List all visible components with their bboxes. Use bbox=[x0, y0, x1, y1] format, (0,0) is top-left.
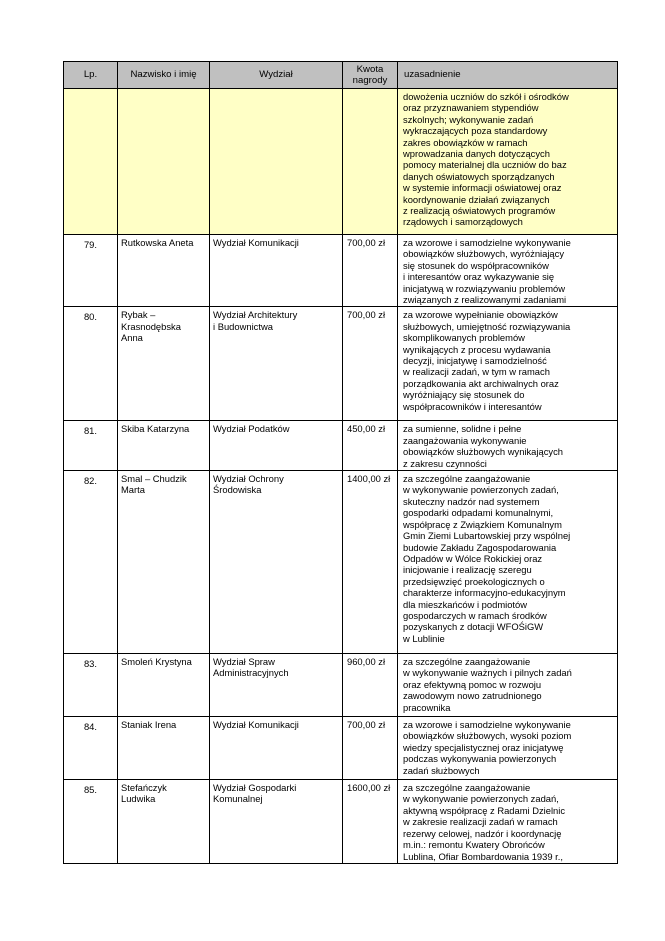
justification bbox=[398, 780, 618, 864]
reason-line: za wzorowe wypełnianie obowiązków bbox=[403, 309, 558, 321]
reason-line: obowiązków służbowych wynikających bbox=[403, 446, 563, 458]
reason-line: obowiązków służbowych, wysoki poziom bbox=[403, 730, 572, 742]
reason-line: w systemie informacji oświatowej oraz bbox=[403, 182, 562, 194]
reason-line: wiedzy specjalistycznej oraz inicjatywę bbox=[403, 741, 564, 753]
reason-line: się stosunek do współpracowników bbox=[403, 259, 549, 271]
table-row bbox=[64, 421, 618, 471]
header-row bbox=[64, 62, 618, 89]
employee-name bbox=[118, 235, 210, 307]
justification bbox=[398, 307, 618, 421]
continuation-row bbox=[64, 89, 618, 235]
reason-line: pozyskanych z dotacji WFOŚiGW bbox=[403, 621, 544, 633]
reason-line: za szczególne zaangażowanie bbox=[403, 656, 531, 668]
name-line: Anna bbox=[121, 332, 143, 344]
dept-line: Wydział Spraw bbox=[213, 656, 275, 668]
dept-line: Wydział Komunikacji bbox=[213, 237, 299, 248]
name-line: Smoleń Krystyna bbox=[121, 656, 192, 668]
reason-line: inicjowanie i realizację szeregu bbox=[403, 564, 532, 576]
award-amount: 1400,00 zł bbox=[343, 471, 398, 654]
award-amount: 700,00 zł bbox=[343, 307, 398, 421]
cont-amount bbox=[343, 89, 398, 235]
employee-name bbox=[118, 307, 210, 421]
reason-line: Lublina, Ofiar Bombardowania 1939 r., bbox=[403, 850, 563, 862]
reason-line: związanych z realizowanymi zadaniami bbox=[403, 294, 567, 306]
header-amount: Kwota nagrody bbox=[343, 62, 398, 89]
reason-line: w wykonywanie powierzonych zadań, bbox=[403, 484, 559, 496]
reason-line: oraz efektywną pomoc w rozwoju bbox=[403, 678, 542, 690]
reason-line: zawodowym nowo zatrudnionego bbox=[403, 690, 542, 702]
reason-line: rządowych i samorządowych bbox=[403, 216, 523, 228]
dept-line: Wydział Ochrony bbox=[213, 473, 284, 485]
department bbox=[210, 654, 343, 717]
row-number: 85. bbox=[64, 780, 118, 864]
dept-line: Komunalnej bbox=[213, 793, 263, 805]
row-number: 81. bbox=[64, 421, 118, 471]
name-line: Krasnodębska bbox=[121, 320, 181, 332]
table-row bbox=[64, 780, 618, 864]
reason-line: pomocy materialnej dla uczniów do baz bbox=[403, 159, 567, 171]
department bbox=[210, 471, 343, 654]
reason-line: budowie Zakładu Zagospodarowania bbox=[403, 541, 557, 553]
awards-table bbox=[63, 61, 618, 864]
cont-lp bbox=[64, 89, 118, 235]
employee-name bbox=[118, 421, 210, 471]
reason-line: inicjatywą w rozwiązywaniu problemów bbox=[403, 282, 566, 294]
employee-name bbox=[118, 717, 210, 780]
reason-line: Odpadów w Wólce Rokickiej oraz bbox=[403, 552, 543, 564]
cont-reason bbox=[398, 89, 618, 235]
row-number: 80. bbox=[64, 307, 118, 421]
reason-line: w realizacji zadań, w tym w ramach bbox=[403, 366, 550, 378]
dept-line: i Budownictwa bbox=[213, 320, 273, 332]
header-name: Nazwisko i imię bbox=[118, 62, 210, 89]
justification bbox=[398, 717, 618, 780]
reason-line: charakterze informacyjno-edukacyjnym bbox=[403, 587, 566, 599]
reason-line: z zakresu czynności bbox=[403, 457, 487, 469]
reason-line: wynikających z procesu wydawania bbox=[403, 343, 551, 355]
row-number: 79. bbox=[64, 235, 118, 307]
department bbox=[210, 421, 343, 471]
reason-line: zadań służbowych bbox=[403, 764, 480, 776]
reason-line: aktywną współpracę z Radami Dzielnic bbox=[403, 804, 566, 816]
reason-line: obowiązków służbowych, wyróżniający bbox=[403, 248, 565, 260]
reason-line: za szczególne zaangażowanie bbox=[403, 473, 531, 485]
name-line: Staniak Irena bbox=[121, 719, 177, 731]
dept-line: Wydział Podatków bbox=[213, 423, 290, 435]
reason-line: Gmin Ziemi Lubartowskiej przy wspólnej bbox=[403, 530, 571, 542]
reason-line: za wzorowe i samodzielne wykonywanie bbox=[403, 719, 571, 731]
reason-line: wykraczających poza standardowy bbox=[403, 125, 548, 137]
department bbox=[210, 307, 343, 421]
reason-line: decyzji, inicjatywę i samodzielność bbox=[403, 355, 547, 367]
employee-name bbox=[118, 780, 210, 864]
cont-dept bbox=[210, 89, 343, 235]
reason-line: oraz przyznawaniem stypendiów bbox=[403, 102, 539, 114]
dept-line: Środowiska bbox=[213, 484, 262, 496]
reason-line: dla mieszkańców i podmiotów bbox=[403, 598, 528, 610]
employee-name bbox=[118, 471, 210, 654]
name-line: Rutkowska Aneta bbox=[121, 237, 194, 248]
reason-line: gospodarki odpadami komunalnymi, bbox=[403, 507, 554, 519]
reason-line: porządkowania akt archiwalnych oraz bbox=[403, 377, 559, 389]
award-amount: 960,00 zł bbox=[343, 654, 398, 717]
reason-line: rezerwy celowej, nadzór i koordynację bbox=[403, 827, 562, 839]
reason-line: w wykonywanie ważnych i pilnych zadań bbox=[403, 667, 572, 679]
reason-line: współpracowników i interesantów bbox=[403, 400, 542, 412]
reason-line: za wzorowe i samodzielne wykonywanie bbox=[403, 237, 571, 248]
name-line: Smal – Chudzik bbox=[121, 473, 187, 485]
department bbox=[210, 780, 343, 864]
reason-line: pracownika bbox=[403, 701, 451, 713]
award-amount: 700,00 zł bbox=[343, 235, 398, 307]
dept-line: Administracyjnych bbox=[213, 667, 289, 679]
name-line: Ludwika bbox=[121, 793, 156, 805]
department bbox=[210, 235, 343, 307]
row-number: 83. bbox=[64, 654, 118, 717]
name-line: Stefańczyk bbox=[121, 782, 167, 794]
reason-line: zakres obowiązków w ramach bbox=[403, 136, 528, 148]
reason-line: przedsięwzięć proekologicznych o bbox=[403, 575, 545, 587]
dept-line: Wydział Gospodarki bbox=[213, 782, 297, 794]
name-line: Skiba Katarzyna bbox=[121, 423, 190, 435]
justification bbox=[398, 471, 618, 654]
reason-line: współpracę z Związkiem Komunalnym bbox=[403, 518, 562, 530]
reason-line: zaangażowania wykonywanie bbox=[403, 434, 527, 446]
header-reason: uzasadnienie bbox=[398, 62, 618, 89]
award-amount: 700,00 zł bbox=[343, 717, 398, 780]
dept-line: Wydział Komunikacji bbox=[213, 719, 299, 731]
reason-line: w Lublinie bbox=[403, 632, 445, 644]
row-number: 84. bbox=[64, 717, 118, 780]
reason-line: służbowych, umiejętność rozwiązywania bbox=[403, 320, 571, 332]
award-amount: 1600,00 zł bbox=[343, 780, 398, 864]
reason-line: podczas wykonywania powierzonych bbox=[403, 753, 557, 765]
reason-line: w wykonywanie powierzonych zadań, bbox=[403, 793, 559, 805]
reason-line: szkolnych; wykonywanie zadań bbox=[403, 113, 534, 125]
table-row bbox=[64, 654, 618, 717]
award-amount: 450,00 zł bbox=[343, 421, 398, 471]
row-number: 82. bbox=[64, 471, 118, 654]
table-row bbox=[64, 307, 618, 421]
table-row bbox=[64, 235, 618, 307]
reason-line: skuteczny nadzór nad systemem bbox=[403, 495, 540, 507]
justification bbox=[398, 235, 618, 307]
justification bbox=[398, 421, 618, 471]
reason-line: gospodarczych w ramach środków bbox=[403, 609, 547, 621]
reason-line: m.in.: remontu Kwatery Obrońców bbox=[403, 839, 545, 851]
name-line: Rybak – bbox=[121, 309, 156, 321]
employee-name bbox=[118, 654, 210, 717]
dept-line: Wydział Architektury bbox=[213, 309, 298, 321]
department bbox=[210, 717, 343, 780]
reason-line: dowożenia uczniów do szkół i ośrodków bbox=[403, 91, 569, 102]
reason-line: za sumienne, solidne i pełne bbox=[403, 423, 522, 435]
reason-line: i interesantów oraz wykazywanie się bbox=[403, 271, 555, 283]
reason-line: koordynowanie działań związanych bbox=[403, 193, 550, 205]
reason-line: wprowadzania danych dotyczących bbox=[403, 148, 550, 160]
table-row bbox=[64, 717, 618, 780]
reason-line: w zakresie realizacji zadań w ramach bbox=[403, 816, 558, 828]
header-dept: Wydział bbox=[210, 62, 343, 89]
name-line: Marta bbox=[121, 484, 145, 496]
reason-line: danych oświatowych sporządzanych bbox=[403, 170, 555, 182]
reason-line: wyróżniający się stosunek do bbox=[403, 389, 525, 401]
header-lp: Lp. bbox=[64, 62, 118, 89]
reason-line: z realizacją oświatowych programów bbox=[403, 205, 556, 217]
table-row bbox=[64, 471, 618, 654]
reason-line: za szczególne zaangażowanie bbox=[403, 782, 531, 794]
reason-line: skomplikowanych problemów bbox=[403, 332, 525, 344]
justification bbox=[398, 654, 618, 717]
cont-name bbox=[118, 89, 210, 235]
